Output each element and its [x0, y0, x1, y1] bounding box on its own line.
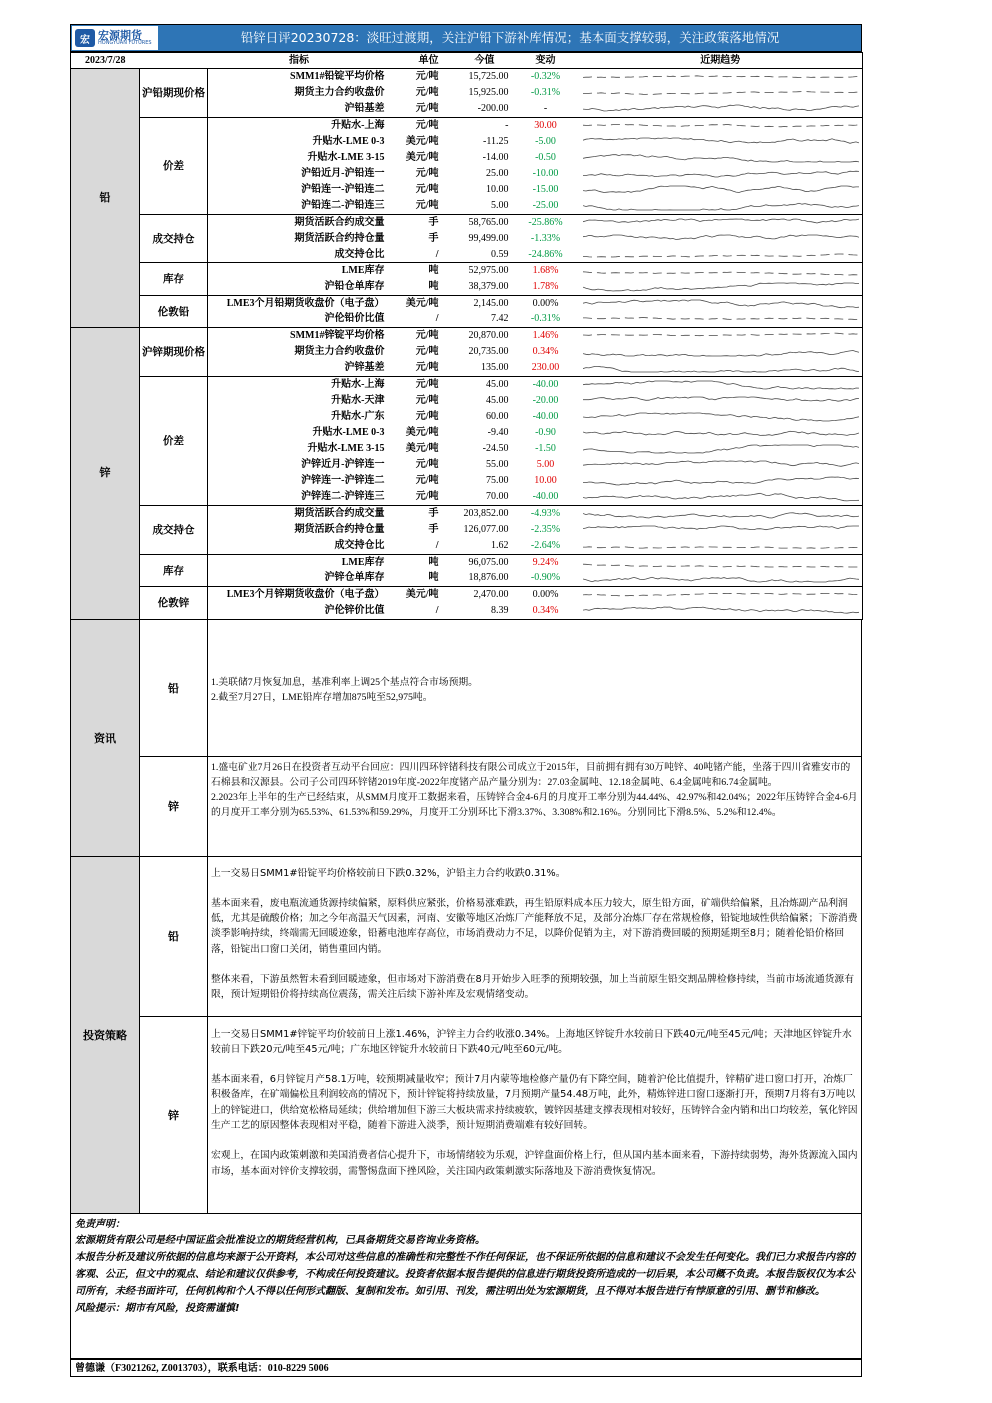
- sparkline-line: [583, 459, 859, 471]
- sparkline-line: [583, 200, 859, 212]
- col-value: 今值: [441, 53, 513, 69]
- table-row: [71, 295, 863, 311]
- sparkline-line: [583, 184, 859, 196]
- indicator-name: LME库存: [341, 556, 385, 568]
- unit: 手: [428, 232, 439, 244]
- indicator-name: 成交持仓比: [208, 538, 391, 554]
- group-label: 成交持仓: [140, 506, 208, 555]
- current-value: 2,470.00: [473, 589, 509, 601]
- change-value: 9.24%: [532, 556, 559, 568]
- indicator-name: 沪铅仓单库存: [208, 279, 391, 295]
- sparkline-line: [583, 572, 859, 584]
- unit: 元/吨: [415, 71, 439, 83]
- sparkline-line: [583, 71, 859, 83]
- indicator-name: 期货主力合约收盘价: [294, 345, 385, 357]
- trend-sparkline: [579, 490, 863, 506]
- unit: 元/吨: [415, 330, 439, 342]
- sparkline-line: [583, 168, 859, 180]
- trend-sparkline: [579, 538, 863, 554]
- sparkline-line: [583, 265, 859, 277]
- change-value: -0.90: [535, 426, 556, 438]
- analyst-contact: 曾德谦（F3021262, Z0013703），联系电话：010-8229 5006: [70, 1359, 862, 1377]
- sparkline-line: [583, 136, 859, 148]
- change-value: -0.50: [535, 151, 556, 163]
- strategy-zinc-row: [140, 1017, 861, 1213]
- news-zinc-item: 2.2023年上半年的生产已经结束，从SMM月度开工数据来看，压铸锌合金4-6月的月度开工率分别为44.44%、42.97%和42.04%；2022年压铸锌合金4-6月的月度开工率分别为65.53%、61.53%和59.29%，月度开工分别环比下滑3.37%、3.308%和2.16%。分别同比下滑8.5%、5.2%和12.4%。: [211, 791, 858, 819]
- unit: 吨: [391, 279, 441, 295]
- news-section: [70, 620, 862, 857]
- group-label: 价差: [140, 117, 208, 214]
- strategy-lead-body: [208, 857, 861, 1003]
- indicator-name: 升贴水-LME 3-15: [307, 151, 385, 163]
- logo-en: HONGYUAN FUTURES: [98, 40, 152, 46]
- trend-sparkline: [579, 150, 863, 166]
- current-value: 5.00: [441, 198, 513, 214]
- sparkline-line: [583, 281, 859, 293]
- current-value: 126,077.00: [463, 524, 509, 536]
- news-title: 资讯: [71, 620, 140, 856]
- unit: 美元/吨: [405, 151, 439, 163]
- indicator-name: 期货活跃合约持仓量: [294, 524, 385, 536]
- trend-sparkline: [579, 182, 863, 198]
- change-value: -2.64%: [513, 538, 579, 554]
- unit: 元/吨: [415, 184, 439, 196]
- news-zinc-row: [140, 757, 861, 856]
- header-blank: [140, 53, 208, 69]
- strategy-section: [70, 857, 862, 1214]
- unit: 元/吨: [415, 410, 439, 422]
- trend-sparkline: [579, 441, 863, 457]
- trend-sparkline: [579, 457, 863, 473]
- unit: /: [391, 538, 441, 554]
- change-value: -15.00: [532, 184, 559, 196]
- trend-sparkline: [579, 603, 863, 619]
- report-page: [70, 24, 862, 1377]
- current-value: 38,379.00: [441, 279, 513, 295]
- indicator-name: 沪铅连一-沪铅连二: [301, 184, 385, 196]
- change-value: -24.86%: [513, 247, 579, 263]
- current-value: 99,499.00: [468, 232, 509, 244]
- disclaimer-line: 宏源期货有限公司是经中国证监会批准设立的期货经营机构，已具备期货交易咨询业务资格。: [75, 1235, 485, 1247]
- current-value: 20,870.00: [468, 330, 509, 342]
- unit: 吨: [391, 571, 441, 587]
- table-row: [71, 376, 863, 392]
- unit: 手: [428, 508, 439, 520]
- indicator-name: 沪铅连二-沪铅连三: [208, 198, 391, 214]
- current-value: 0.59: [441, 247, 513, 263]
- current-value: 45.00: [486, 394, 509, 406]
- indicator-name: 沪铅近月-沪铅连一: [301, 167, 385, 179]
- sparkline-line: [583, 411, 859, 423]
- sparkline-line: [583, 540, 859, 552]
- trend-sparkline: [579, 133, 863, 149]
- strategy-lead-row: [140, 857, 861, 1017]
- current-value: 15,725.00: [468, 71, 509, 83]
- indicator-name: 成交持仓比: [208, 247, 391, 263]
- trend-sparkline: [579, 231, 863, 247]
- table-row: [71, 69, 863, 85]
- table-row: [71, 587, 863, 603]
- change-value: -1.50: [535, 443, 556, 455]
- group-label: 库存: [140, 554, 208, 586]
- strategy-zinc-paragraph: 宏观上，在国内政策刺激和美国消费者信心提升下，市场情绪较为乐观，沪锌盘面价格上行，但从国内基本面来看，下游持续弱势，海外货源流入国内市场，基本面对锌价支撑较弱，需警惕盘面下挫风险，关注国内政策刺激实际落地及下游消费恢复情况。: [211, 1150, 858, 1177]
- unit: 元/吨: [415, 86, 439, 98]
- trend-sparkline: [579, 295, 863, 311]
- unit: 元/吨: [415, 167, 439, 179]
- indicator-name: LME库存: [341, 265, 385, 277]
- group-label: 伦敦铅: [140, 295, 208, 327]
- news-lead-label: 铅: [140, 620, 208, 756]
- metal-category: 铅: [71, 69, 140, 328]
- change-value: 30.00: [534, 119, 557, 131]
- unit: /: [391, 603, 441, 619]
- sparkline-line: [583, 103, 859, 115]
- change-value: -40.00: [532, 410, 559, 422]
- indicator-name: 期货活跃合约持仓量: [294, 232, 385, 244]
- logo-cn: 宏源期货: [98, 29, 142, 42]
- current-value: 203,852.00: [463, 508, 509, 520]
- change-value: -0.31%: [530, 86, 561, 98]
- change-value: 230.00: [513, 360, 579, 376]
- unit: 元/吨: [415, 459, 439, 471]
- current-value: 7.42: [441, 312, 513, 328]
- col-trend: 近期趋势: [579, 53, 863, 69]
- table-row: [71, 263, 863, 279]
- sparkline-line: [583, 152, 859, 164]
- current-value: -9.40: [487, 426, 509, 438]
- sparkline-line: [583, 217, 859, 229]
- table-row: [71, 328, 863, 344]
- sparkline-line: [583, 313, 859, 325]
- current-value: 60.00: [486, 410, 509, 422]
- unit: 美元/吨: [405, 297, 439, 309]
- unit: 美元/吨: [405, 135, 439, 147]
- indicator-name: 期货活跃合约成交量: [294, 216, 385, 228]
- change-value: -4.93%: [530, 508, 561, 520]
- logo-icon: 宏: [75, 29, 95, 47]
- sparkline-line: [583, 475, 859, 487]
- disclaimer-line: 风险提示：期市有风险，投资需谨慎!: [75, 1302, 240, 1314]
- group-label: 沪锌期现价格: [140, 328, 208, 377]
- table-header: [71, 53, 863, 69]
- current-value: 25.00: [486, 167, 509, 179]
- disclaimer-line: 本报告分析及建议所依据的信息均来源于公开资料，本公司对这些信息的准确性和完整性不作任何保证，也不保证所依据的信息和建议不会发生任何变化。我们已力求报告内容的客观、公正，但文中的观点、结论和建议仅供参考，不构成任何投资建议。投资者依据本报告提供的信息进行期货投资所造成的一切后果，本公司概不负责。本报告版权仅为本公司所有，未经书面许可，任何机构和个人不得以任何形式翻版、复制和发布。如引用、刊发，需注明出处为宏源期货，且不得对本报告进行有悖原意的引用、删节和修改。: [75, 1252, 855, 1297]
- change-value: -5.00: [535, 135, 556, 147]
- unit: 吨: [428, 265, 439, 277]
- change-value: -2.35%: [530, 524, 561, 536]
- indicator-name: SMM1#铅锭平均价格: [290, 71, 385, 83]
- unit: 美元/吨: [405, 443, 439, 455]
- sparkline-line: [583, 427, 859, 439]
- unit: 元/吨: [391, 198, 441, 214]
- unit: /: [391, 312, 441, 328]
- change-value: -0.31%: [513, 312, 579, 328]
- unit: 元/吨: [415, 119, 439, 131]
- news-lead-row: [140, 620, 861, 757]
- indicator-name: 沪锌仓单库存: [208, 571, 391, 587]
- trend-sparkline: [579, 506, 863, 522]
- trend-sparkline: [579, 69, 863, 85]
- table-row: [71, 214, 863, 230]
- strategy-zinc-label: 锌: [140, 1017, 208, 1213]
- group-label: 沪铅期现价格: [140, 69, 208, 118]
- current-value: -14.00: [482, 151, 509, 163]
- current-value: 15,925.00: [468, 86, 509, 98]
- trend-sparkline: [579, 101, 863, 117]
- current-value: 135.00: [441, 360, 513, 376]
- trend-sparkline: [579, 571, 863, 587]
- indicator-name: 沪伦锌价比值: [208, 603, 391, 619]
- unit: 手: [428, 216, 439, 228]
- trend-sparkline: [579, 279, 863, 295]
- trend-sparkline: [579, 263, 863, 279]
- change-value: -10.00: [532, 167, 559, 179]
- indicator-name: 升贴水-LME 0-3: [312, 135, 385, 147]
- trend-sparkline: [579, 409, 863, 425]
- sparkline-line: [583, 557, 859, 569]
- current-value: -: [505, 119, 509, 131]
- sparkline-line: [583, 346, 859, 358]
- indicator-name: 沪锌连一-沪锌连二: [301, 475, 385, 487]
- current-value: -200.00: [441, 101, 513, 117]
- sparkline-line: [583, 605, 859, 617]
- indicator-name: LME3个月锌期货收盘价（电子盘）: [226, 589, 385, 601]
- change-value: -20.00: [532, 394, 559, 406]
- unit: 元/吨: [415, 378, 439, 390]
- report-title: 铅锌日评20230728：淡旺过渡期，关注沪铅下游补库情况；基本面支撑较弱，关注政策落地情况: [240, 30, 780, 45]
- current-value: -24.50: [482, 443, 509, 455]
- indicator-name: 沪锌连二-沪锌连三: [208, 490, 391, 506]
- indicator-name: LME3个月铅期货收盘价（电子盘）: [226, 297, 385, 309]
- trend-sparkline: [579, 198, 863, 214]
- strategy-lead-paragraph: 整体来看，下游虽然暂未看到回暖迹象，但市场对下游消费在8月开始步入旺季的预期较强，加上当前原生铅交割品牌检修持续，当前市场流通货源有限，预计短期铅价将持续高位震荡，需关注后续下游补库及宏观情绪变动。: [211, 974, 855, 1001]
- indicator-name: 沪锌近月-沪锌连一: [301, 459, 385, 471]
- trend-sparkline: [579, 376, 863, 392]
- unit: 元/吨: [391, 101, 441, 117]
- indicator-name: 沪铅基差: [208, 101, 391, 117]
- current-value: 18,876.00: [441, 571, 513, 587]
- current-value: 75.00: [486, 475, 509, 487]
- indicator-name: 沪伦铅价比值: [208, 312, 391, 328]
- trend-sparkline: [579, 587, 863, 603]
- group-label: 伦敦锌: [140, 587, 208, 619]
- current-value: 58,765.00: [468, 216, 509, 228]
- metal-category: 锌: [71, 328, 140, 619]
- unit: 吨: [428, 556, 439, 568]
- change-value: 0.00%: [532, 589, 559, 601]
- news-lead-item: 1.美联储7月恢复加息，基准利率上调25个基点符合市场预期。: [211, 676, 478, 688]
- trend-sparkline: [579, 247, 863, 263]
- current-value: 8.39: [441, 603, 513, 619]
- col-indicator: 指标: [208, 53, 391, 69]
- indicator-name: 升贴水-LME 0-3: [312, 426, 385, 438]
- strategy-zinc-paragraph: 基本面来看，6月锌锭月产58.1万吨，较预期减量收窄；预计7月内蒙等地检修产量仍有下降空间，随着沪伦比值提升，锌精矿进口窗口打开，冶炼厂积极备库，在矿端偏松且利润较高的情况下，预计锌锭将持续放量，7月预期产量54.48万吨，此外，精炼锌进口窗口逐渐打开，预期7月将有3万吨以上的锌锭进口，供给宽松格局延续；供给增加但下游三大板块需求持续疲软，镀锌因基建支撑表现相对较好，压铸锌合金内销和出口均较差，氧化锌因生产工艺的原因整体表现相对平稳，随着下游进入淡季，预计短期消费端难有较好回转。: [211, 1074, 858, 1132]
- indicator-name: SMM1#锌锭平均价格: [290, 330, 385, 342]
- change-value: -40.00: [532, 378, 559, 390]
- sparkline-line: [583, 298, 859, 310]
- unit: 元/吨: [391, 360, 441, 376]
- unit: 元/吨: [415, 475, 439, 487]
- current-value: 52,975.00: [468, 265, 509, 277]
- unit: 元/吨: [391, 490, 441, 506]
- strategy-lead-label: 铅: [140, 857, 208, 1016]
- change-value: -0.32%: [530, 71, 561, 83]
- sparkline-line: [583, 362, 859, 374]
- sparkline-line: [583, 491, 859, 503]
- news-lead-body: [208, 620, 861, 705]
- indicator-name: 升贴水-上海: [331, 378, 385, 390]
- indicator-name: 沪锌基差: [208, 360, 391, 376]
- change-value: -25.00: [513, 198, 579, 214]
- table-row: [71, 506, 863, 522]
- change-value: -40.00: [513, 490, 579, 506]
- change-value: 10.00: [534, 475, 557, 487]
- change-value: -1.33%: [530, 232, 561, 244]
- strategy-zinc-paragraph: 上一交易日SMM1#锌锭平均价较前日上涨1.46%，沪锌主力合约收涨0.34%。上海地区锌锭升水较前日下跌40元/吨至45元/吨；天津地区锌锭升水较前日下跌20元/吨至45元/吨；广东地区锌锭升水较前日下跌40元/吨至60元/吨。: [211, 1028, 852, 1055]
- change-value: 5.00: [536, 459, 555, 471]
- change-value: 0.00%: [532, 297, 559, 309]
- col-change: 变动: [513, 53, 579, 69]
- sparkline-line: [583, 87, 859, 99]
- sparkline-line: [583, 120, 859, 132]
- change-value: -25.86%: [528, 216, 563, 228]
- sparkline-line: [583, 589, 859, 601]
- current-value: 10.00: [486, 184, 509, 196]
- current-value: 70.00: [441, 490, 513, 506]
- trend-sparkline: [579, 392, 863, 408]
- change-value: 0.34%: [513, 603, 579, 619]
- table-row: [71, 117, 863, 133]
- table-row: [71, 554, 863, 570]
- sparkline-line: [583, 330, 859, 342]
- indicator-name: 升贴水-上海: [331, 119, 385, 131]
- trend-sparkline: [579, 117, 863, 133]
- strategy-lead-paragraph: 上一交易日SMM1#铅锭平均价格较前日下跌0.32%，沪铅主力合约收跌0.31%。: [211, 867, 566, 879]
- disclaimer-title: 免责声明：: [75, 1218, 125, 1230]
- sparkline-line: [583, 233, 859, 245]
- news-zinc-item: 1.盛屯矿业7月26日在投资者互动平台回应：四川四环锌锗科技有限公司成立于2015年，目前拥有拥有30万吨锌、40吨锗产能，坐落于四川省雅安市的石棉县和汉源县。公司子公司四环锌锗2019年度-2022年度锗产品产量分别为：27.03金属吨、12.18金属吨、6.4金属吨和6.74金属吨。: [211, 761, 851, 788]
- trend-sparkline: [579, 554, 863, 570]
- current-value: 55.00: [486, 459, 509, 471]
- change-value: -0.90%: [513, 571, 579, 587]
- sparkline-line: [583, 379, 859, 391]
- unit: 美元/吨: [405, 426, 439, 438]
- unit: 美元/吨: [405, 589, 439, 601]
- trend-sparkline: [579, 473, 863, 489]
- sparkline-line: [583, 508, 859, 520]
- strategy-title: 投资策略: [71, 857, 140, 1213]
- trend-sparkline: [579, 425, 863, 441]
- current-value: 20,735.00: [468, 345, 509, 357]
- change-value: 0.34%: [532, 345, 559, 357]
- indicator-name: 升贴水-LME 3-15: [307, 443, 385, 455]
- current-value: 1.62: [441, 538, 513, 554]
- trend-sparkline: [579, 522, 863, 538]
- sparkline-line: [583, 395, 859, 407]
- trend-sparkline: [579, 214, 863, 230]
- unit: 元/吨: [415, 345, 439, 357]
- change-value: 1.46%: [532, 330, 559, 342]
- trend-sparkline: [579, 328, 863, 344]
- current-value: 96,075.00: [468, 556, 509, 568]
- disclaimer: [70, 1214, 862, 1359]
- news-zinc-label: 锌: [140, 757, 208, 856]
- col-unit: 单位: [391, 53, 441, 69]
- indicator-name: 升贴水-广东: [331, 410, 385, 422]
- group-label: 库存: [140, 263, 208, 295]
- news-lead-item: 2.截至7月27日，LME铅库存增加875吨至52,975吨。: [211, 691, 433, 703]
- report-header: [70, 24, 862, 52]
- unit: /: [391, 247, 441, 263]
- trend-sparkline: [579, 360, 863, 376]
- group-label: 成交持仓: [140, 214, 208, 263]
- strategy-lead-paragraph: 基本面来看，废电瓶流通货源持续偏紧，原料供应紧张，价格易涨难跌，再生铅原料成本压力较大，原生铅方面，矿端供给偏紧，且冶炼副产品利润低，尤其是硫酸价格；加之今年高温天气因素，河南、安徽等地区冶炼厂产能释放不足，及部分冶炼厂存在常规检修，铅锭地域性供给偏紧；下游消费淡季影响持续，终端需无回暖迹象，铅蓄电池库存高位，市场消费动力不足，以降价促销为主，对下游消费回暖的预期延期至8月；随着伦铅价格回落，铅锭出口窗口关闭，销售重回内销。: [211, 897, 858, 955]
- strategy-zinc-body: [208, 1017, 861, 1179]
- current-value: 2,145.00: [473, 297, 509, 309]
- change-value: 1.68%: [532, 265, 559, 277]
- sparkline-line: [583, 249, 859, 261]
- change-value: -: [513, 101, 579, 117]
- indicator-name: 升贴水-天津: [331, 394, 385, 406]
- trend-sparkline: [579, 166, 863, 182]
- trend-sparkline: [579, 85, 863, 101]
- trend-sparkline: [579, 344, 863, 360]
- data-table: [70, 52, 863, 620]
- unit: 手: [428, 524, 439, 536]
- table-date: 2023/7/28: [71, 53, 140, 69]
- indicator-name: 期货主力合约收盘价: [294, 86, 385, 98]
- company-logo: [72, 26, 158, 50]
- current-value: 45.00: [486, 378, 509, 390]
- indicator-name: 期货活跃合约成交量: [294, 508, 385, 520]
- trend-sparkline: [579, 312, 863, 328]
- current-value: -11.25: [483, 135, 509, 147]
- sparkline-line: [583, 443, 859, 455]
- group-label: 价差: [140, 376, 208, 506]
- change-value: 1.78%: [513, 279, 579, 295]
- sparkline-line: [583, 524, 859, 536]
- news-zinc-body: [208, 757, 861, 821]
- unit: 元/吨: [415, 394, 439, 406]
